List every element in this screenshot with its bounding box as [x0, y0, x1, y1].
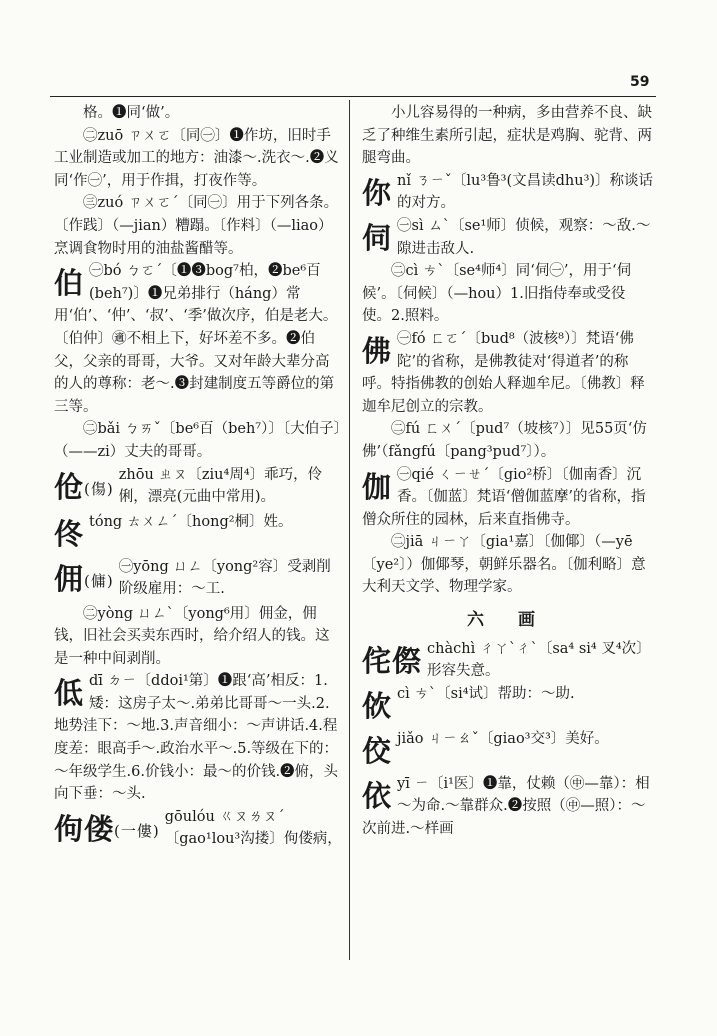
dictionary-entry: [54, 806, 343, 851]
right-column: [362, 102, 654, 841]
head-character: 低: [54, 676, 85, 711]
dictionary-entry: [362, 683, 654, 723]
page-number: 59: [630, 74, 650, 90]
dictionary-entry: [54, 511, 343, 551]
entry-text: ㊀sì ㄙˋ〔se¹师〕侦候，观察：～敌.～隙进击敌人.: [397, 217, 651, 257]
entry-text: ㊁cì ㄘˋ〔se⁴师⁴〕同‘伺㊀’，用于‘伺候’。〔伺候〕（—hou）1.旧指侍奉或受役使。2.照料。: [362, 263, 632, 325]
variant-form: (一僂): [114, 821, 160, 840]
dictionary-entry: [362, 773, 654, 841]
head-character: 伧(傷): [54, 469, 114, 504]
entry-text: ㊁jiā ㄐㄧㄚ〔gia¹嘉〕〔伽倻〕（—yē〔ye²〕）伽倻琴，朝鲜乐器名。〔伽利略〕意大利天文学、物理学家。: [362, 534, 646, 596]
head-character: 佟: [54, 516, 85, 551]
column-divider: [349, 100, 350, 960]
dictionary-entry: [362, 215, 654, 260]
head-character: 侘傺: [362, 643, 423, 678]
entry-text: gōulóu ㄍㄡㄌㄡˊ〔gao¹lou³沟搂〕佝偻病，: [164, 808, 342, 848]
entry-text: chàchì ㄔㄚˋㄔˋ〔sa⁴ si⁴ 叉⁴次〕形容失意。: [427, 640, 651, 680]
entry-text: ㊁fú ㄈㄨˊ〔pud⁷（坡核⁷）〕见55页‘仿佛’（fǎngfú〔pang³pud⁷〕）。: [362, 421, 647, 460]
dictionary-entry: [362, 260, 654, 328]
entry-text: ㊀qié ㄑㄧㄝˊ〔gio²桥〕〔伽南香〕沉香。〔伽蓝〕梵语‘僧伽蓝摩’的省称，指僧众所住的园林，后来直指佛寺。: [362, 466, 646, 528]
dictionary-entry: [54, 556, 343, 601]
dictionary-entry: [362, 328, 654, 418]
dictionary-entry: [362, 638, 654, 683]
entry-text: tóng ㄊㄨㄥˊ〔hong²桐〕姓。: [89, 513, 293, 530]
entry-text: ㊂zuó ㄗㄨㄛˊ〔同㊀〕用于下列各条。〔作践〕（—jian）糟蹋。〔作料〕（—liao）烹调食物时用的油盐酱醋等。: [54, 195, 339, 257]
variant-form: (傷): [84, 479, 114, 498]
entry-text: dī ㄉㄧ〔ddoi¹第〕❶跟‘高’相反：1.矮：这房子太～.弟弟比哥哥～一头.2.地势洼下：～地.3.声音细小：～声讲话.4.程度差：眼高手～.政治水平～.5.等级在下的：～年级学生.6.价钱小：最～的价钱.❷俯，头向下垂：～头.: [54, 673, 339, 803]
entry-text: ㊀fó ㄈㄛˊ〔bud⁸（波核⁸）〕梵语‘佛陀’的省称，是佛教徒对‘得道者’的称呼。特指佛教的创始人释迦牟尼。〔佛教〕释迦牟尼创立的宗教。: [362, 330, 645, 415]
entry-text: ㊁zuō ㄗㄨㄛ〔同㊀〕❶作坊，旧时手工业制造或加工的地方：油漆～.洗衣～.❷义同‘作㊀’，用于作揖，打夜作等。: [54, 127, 339, 189]
entry-text: yī ㄧ〔i¹医〕❶靠，仗赖（㊥—靠）：相～为命.～靠群众.❷按照（㊥—照）：～次前进.～样画: [362, 775, 650, 838]
entry-text: zhōu ㄓㄡ〔ziu⁴周⁴〕乖巧，伶俐，漂亮(元曲中常用)。: [118, 466, 323, 506]
dictionary-entry: [362, 170, 654, 215]
header-rule: [50, 96, 656, 97]
head-character: 佝偻(一僂): [54, 811, 160, 846]
variant-form: (傭): [84, 571, 114, 590]
entry-text: nǐ ㄋㄧˇ〔lu³鲁³(文昌读dhu³)〕称谈话的对方。: [397, 172, 654, 212]
head-character: 依: [362, 778, 393, 813]
entry-text: ㊀yōng ㄩㄥ〔yong²容〕受剥削阶级雇用：～工.: [118, 558, 331, 598]
dictionary-entry: [362, 102, 654, 170]
dictionary-entry: [362, 728, 654, 768]
dictionary-entry: [54, 670, 343, 806]
entry-text: ㊁yòng ㄩㄥˋ〔yong⁶用〕佣金，佣钱，旧社会买卖东西时，给介绍人的钱。这是一种中间剥削。: [54, 605, 330, 667]
entry-text: ㊁bǎi ㄅㄞˇ〔be⁶百（beh⁷）〕〔大伯子〕（——zi）丈夫的哥哥。: [54, 421, 341, 460]
head-character: 伺: [362, 220, 393, 255]
dictionary-entry: [54, 260, 343, 418]
dictionary-entry: [54, 464, 343, 509]
head-character: 伽: [362, 469, 393, 504]
entry-text: 小儿容易得的一种病，多由营养不良、缺乏了种维生素所引起，症状是鸡胸、驼背、两腿弯曲。: [362, 105, 652, 167]
head-character: 佣(傭): [54, 561, 114, 596]
dictionary-entry: [362, 418, 654, 463]
dictionary-entry: [362, 464, 654, 532]
dictionary-entry: [54, 125, 343, 193]
dictionary-entry: [54, 603, 343, 671]
dictionary-entry: [54, 102, 343, 125]
entry-text: ㊀bó ㄅㄛˊ〔❶❸bog⁷柏，❷be⁶百(beh⁷)〕❶兄弟排行（háng）常用‘伯’、‘仲’、‘叔’、‘季’做次序，伯是老大。〔伯仲〕㊜不相上下，好坏差不多。❷伯父，父亲的哥哥，大爷。又对年龄大辈分高的人的尊称：老～.❸封建制度五等爵位的第三等。: [54, 263, 338, 415]
dictionary-entry: [54, 418, 343, 463]
head-character: 佛: [362, 333, 393, 368]
dictionary-entry: [54, 192, 343, 260]
head-character: 伯: [54, 266, 85, 301]
left-column: [54, 102, 343, 853]
dictionary-entry: [362, 531, 654, 599]
entry-text: cì ㄘˋ〔si⁴试〕帮助：～助.: [397, 685, 575, 702]
entry-text: 格。❶同‘做’。: [83, 105, 180, 121]
entry-text: jiǎo ㄐㄧㄠˇ〔giao³交³〕美好。: [397, 730, 609, 747]
head-character: 佼: [362, 733, 393, 768]
head-character: 佽: [362, 688, 393, 723]
head-character: 你: [362, 175, 393, 210]
section-title: 六 画: [467, 610, 549, 631]
